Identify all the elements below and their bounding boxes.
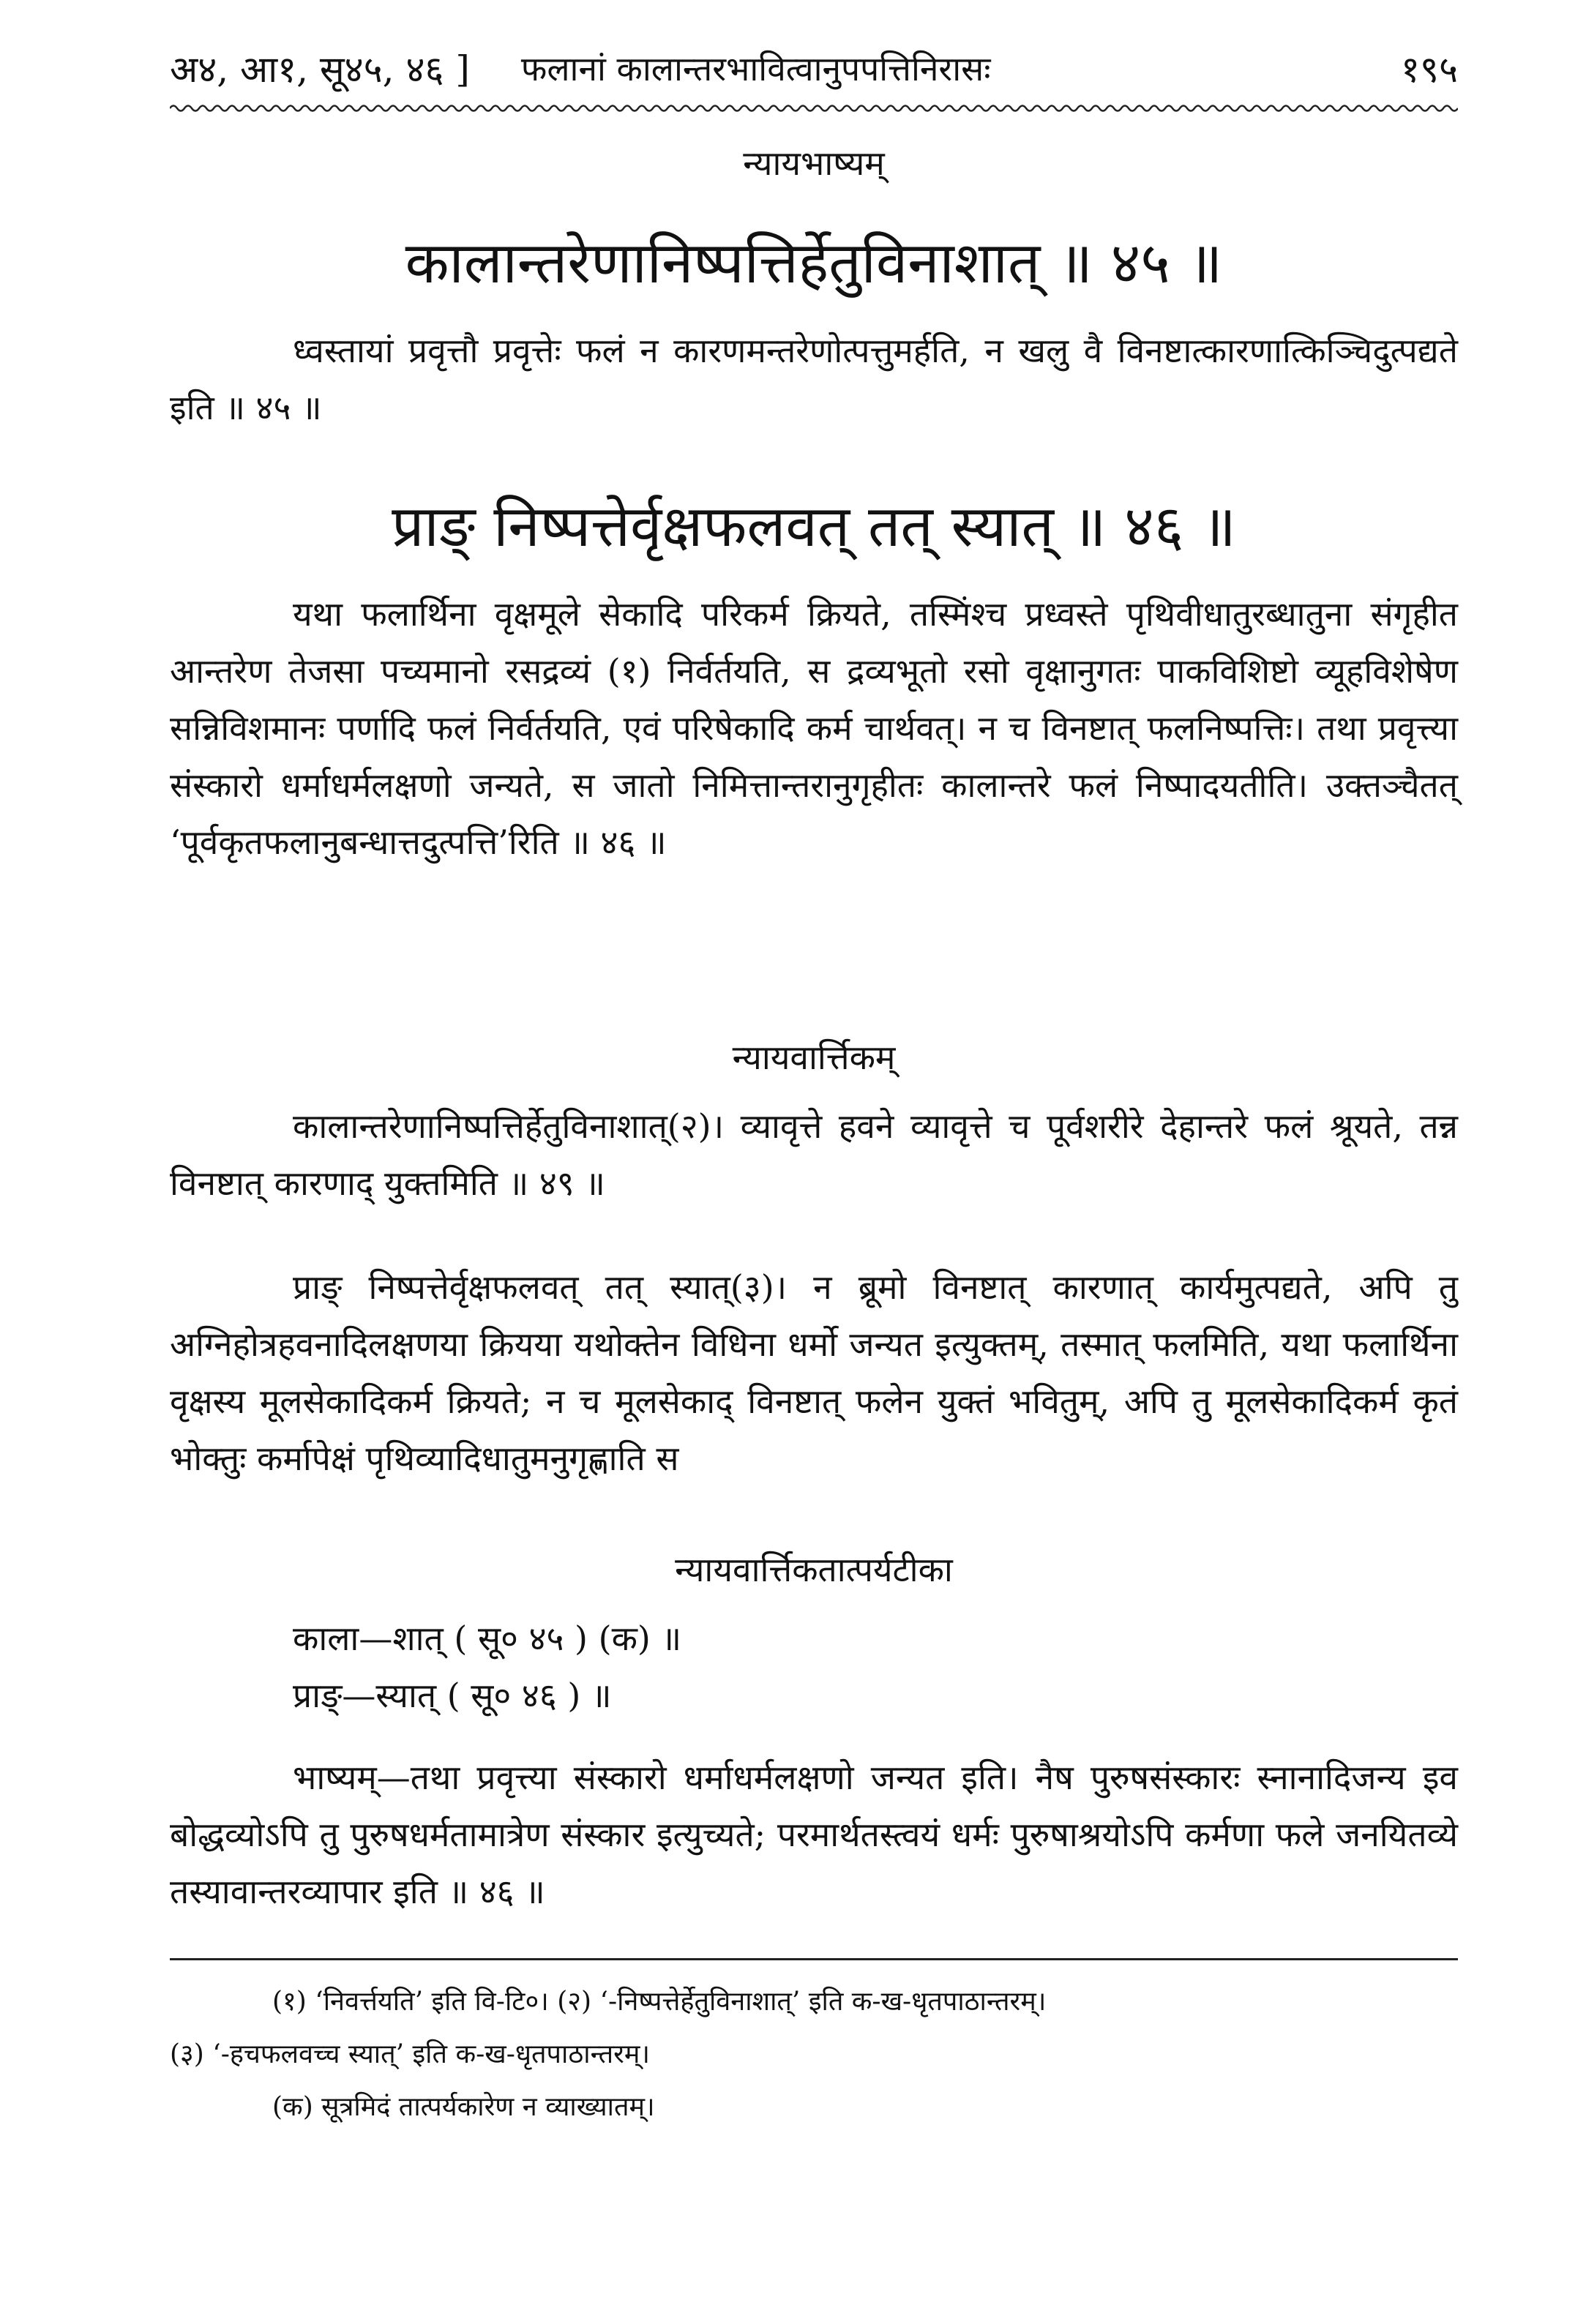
wavy-rule-divider [170, 101, 1458, 116]
vartika-heading: न्यायवार्त्तिकम् [732, 1038, 896, 1077]
footnote-rule [170, 1958, 1458, 1960]
tika-para: भाष्यम्—तथा प्रवृत्त्या संस्कारो धर्माधर्मलक्षणो जन्यत इति। नैष पुरुषसंस्कारः स्नानादिजन्य इव बोद्धव्योऽपि तु पुरुषधर्मतामात्रेण संस्कार इत्युच्यते; परमार्थतस्त्वयं धर्मः पुरुषाश्रयोऽपि कर्मणा फले जनयितव्ये तस्यावान्तरव्यापार इति ॥ ४६ ॥ [170, 1758, 1458, 1911]
bhashya-heading: न्यायभाष्यम् [743, 143, 885, 183]
footnote-3: (३) ‘-हचफलवच्च स्यात्’ इति क-ख-धृतपाठान्तरम्। [170, 2039, 651, 2069]
tika-line-1: काला—शात् ( सू० ४५ ) (क) ॥ [293, 1619, 682, 1658]
footnote-k: (क) सूत्रमिदं तात्पर्यकारेण न व्याख्यातम्। [272, 2092, 655, 2122]
footnotes [170, 1976, 1458, 2134]
running-head-reference: अ४, आ१, सू४५, ४६ ] [170, 48, 470, 91]
footnote-1-2: (१) ‘निवर्त्तयति’ इति वि-टि०। (२) ‘-निष्पत्तेर्हेतुविनाशात्’ इति क-ख-धृतपाठान्तरम्। [272, 1987, 1047, 2017]
sutra-45: कालान्तरेणानिष्पत्तिर्हेतुविनाशात् ॥ ४५ ॥ [405, 230, 1223, 296]
tika-heading: न्यायवार्त्तिकतात्पर्यटीका [675, 1550, 953, 1589]
page-number: १९५ [1401, 48, 1458, 91]
tika-line-2: प्राङ्—स्यात् ( सू० ४६ ) ॥ [293, 1676, 612, 1715]
running-head-title: फलानां कालान्तरभावित्वानुपपत्तिनिरासः [520, 49, 991, 89]
tika-lines [170, 1610, 1458, 1724]
running-head [170, 35, 1458, 101]
vartika-para-1: कालान्तरेणानिष्पत्तिर्हेतुविनाशात्(२)। व्यावृत्ते हवने व्यावृत्ते च पूर्वशरीरे देहान्तरे फलं श्रूयते, तन्न विनष्टात् कारणाद् युक्तमिति ॥ ४९ ॥ [170, 1106, 1458, 1203]
vartika-para-2: प्राङ् निष्पत्तेर्वृक्षफलवत् तत् स्यात्(३)। न ब्रूमो विनष्टात् कारणात् कार्यमुत्पद्यते, अपि तु अग्निहोत्रहवनादिलक्षणया क्रियया यथोक्तेन विधिना धर्मो जन्यत इत्युक्तम्, तस्मात् फलमिति, यथा फलार्थिना वृक्षस्य मूलसेकादिकर्म क्रियते; न च मूलसेकाद् विनष्टात् फलेन युक्तं भवितुम्, अपि तु मूलसेकादिकर्म कृतं भोक्तुः कर्मापेक्षं पृथिव्यादिधातुमनुगृह्णाति स [170, 1267, 1458, 1478]
bhashya-45-text: ध्वस्तायां प्रवृत्तौ प्रवृत्तेः फलं न कारणमन्तरेणोत्पत्तुमर्हति, न खलु वै विनष्टात्कारणात्किञ्चिदुत्पद्यते इति ॥ ४५ ॥ [170, 331, 1458, 427]
bhashya-46-text: यथा फलार्थिना वृक्षमूले सेकादि परिकर्म क्रियते, तस्मिंश्च प्रध्वस्ते पृथिवीधातुरब्धातुना संगृहीत आन्तरेण तेजसा पच्यमानो रसद्रव्यं (१) निर्वर्तयति, स द्रव्यभूतो रसो वृक्षानुगतः पाकविशिष्टो व्यूहविशेषेण सन्निविशमानः पर्णादि फलं निर्वर्तयति, एवं परिषेकादि कर्म चार्थवत्। न च विनष्टात् फलनिष्पत्तिः। तथा प्रवृत्त्या संस्कारो धर्माधर्मलक्षणो जन्यते, स जातो निमित्तान्तरानुगृहीतः कालान्तरे फलं निष्पादयतीति। उक्तञ्चैतत् ‘पूर्वकृतफलानुबन्धात्तदुत्पत्ति’रिति ॥ ४६ ॥ [170, 594, 1458, 862]
sutra-46: प्राङ् निष्पत्तेर्वृक्षफलवत् तत् स्यात् ॥ ४६ ॥ [392, 494, 1236, 560]
